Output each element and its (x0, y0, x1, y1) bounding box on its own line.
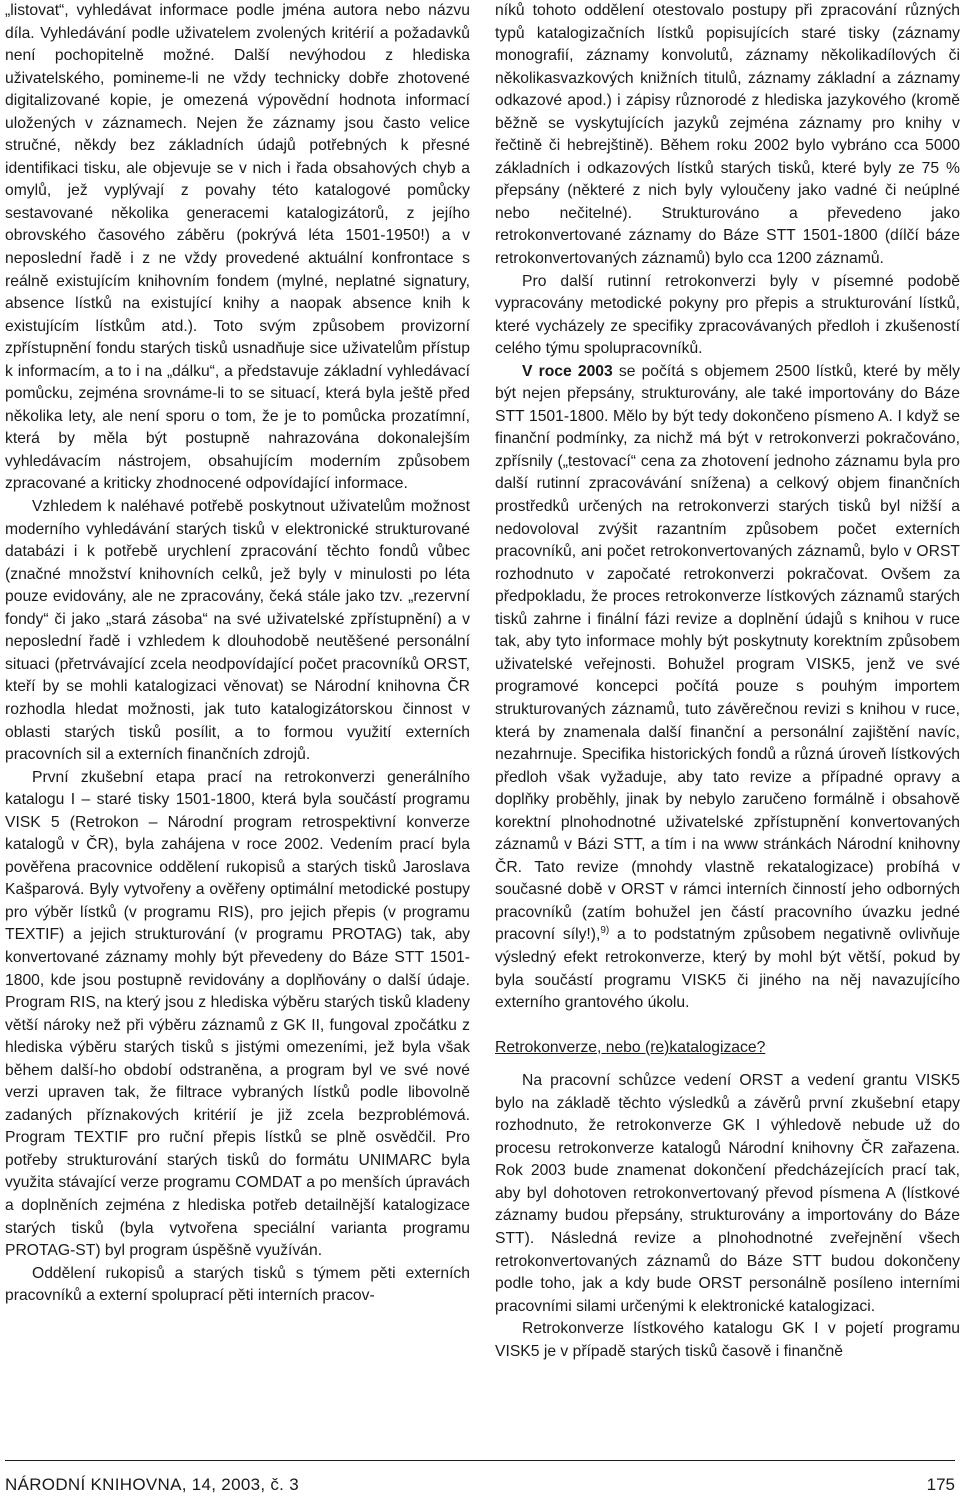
bold-phrase: V roce 2003 (522, 362, 613, 380)
paragraph: První zkušební etapa prací na retrokonverzi generálního katalogu I – staré tisky 1501-1800, která byla součástí programu VISK 5 (Retrokon – Národní program retrospektivní konverze katalogů v ČR), byla zahájena v roce 2002. Vedením prací byla pověřena pracovnice oddělení rukopisů a starých tisků Jaroslava Kašparová. Byly vytvořeny a ověřeny optimální metodické postupy pro výběr lístků (v programu RIS), pro jejich přepis (v programu TEXTIF) a jejich strukturování (v programu PROTAG) tak, aby konvertované záznamy mohly být převedeny do Báze STT 1501-1800, kde jsou postupně revidovány a doplňovány o další údaje. Program RIS, na který jsou z hlediska výběru starých tisků kladeny větší nároky než při výběru záznamů z GK II, fungoval zpočátku z hlediska výběru starých tisků s jistými omezeními, jež byla však během další-ho období odstraněna, a program byl ve své nové verzi upraven tak, že filtrace vybraných lístků podle libovolně zadaných příznakových kritérií je již zcela bezproblémová. Program TEXTIF pro ruční přepis lístků se plně osvědčil. Pro potřeby strukturování starých tisků do formátu UNIMARC byla využita stávající verze programu COMDAT a po menších úpravách a doplněních zejména z hlediska potřeb detailnější katalogizace starých tisků (byla vytvořena speciální varianta programu PROTAG-ST) byl program úspěšně využíván. (5, 768, 470, 1260)
paragraph-text: se počítá s objemem 2500 lístků, které by měly být nejen přepsány, strukturovány, ale také importovány do Báze STT 1501-1800. Mělo by být tedy dokončeno písmeno A. I když se finanční podmínky, za nichž má být v retrokonverzi pokračováno, zpřísnily („testovací“ cena za zhotovení jednoho záznamu byla pro další rutinní zpracovávání snížena) a celkový objem finančních prostředků určených na retrokonverzi starých tisků byl nižší a nedovoloval zvýšit razantním způsobem počet externích pracovníků, ani počet retrokonvertovaných záznamů, bylo v ORST rozhodnuto v započaté retrokonverzi pokračovat. Ovšem za předpokladu, že proces retrokonverze lístkových záznamů starých tisků zahrne i finální fázi revize a doplnění údajů s knihou v ruce tak, aby tyto informace mohly být poskytnuty korektním způsobem uživatelské veřejnosti. Bohužel program VISK5, jenž ve své programové koncepci počítá pouze s pouhým importem strukturovaných záznamů, tuto závěrečnou revizi s knihou v ruce, která by znamenala další finanční a personální zajištění navíc, nezahrnuje. Specifika historických fondů a různá úroveň lístkových předloh však vyžaduje, aby tato revize a případné opravy a doplňky proběhly, jinak by nebylo zaručeno formálně i obsahově korektní plnohodnotné uživatelské zpřístupnění konvertovaných záznamů v Bázi STT, a tím i na www stránkách Národní knihovny ČR. Tato revize (mnohdy vlastně rekatalogizace) probíhá v současné době v ORST v rámci interních činností jeho odborných pracovníků (zatím bohužel jen částí pracovního úvazku jedné pracovní síly!), (495, 362, 960, 944)
page-footer (5, 1470, 955, 1500)
journal-citation: NÁRODNÍ KNIHOVNA, 14, 2003, č. 3 (5, 1475, 299, 1494)
left-column (5, 0, 470, 1308)
footer-rule (5, 1460, 955, 1461)
right-column (495, 0, 960, 1363)
paragraph: Vzhledem k naléhavé potřebě poskytnout uživatelům možnost moderního vyhledávání starých tisků v elektronické strukturované databázi i k potřebě urychlení zpracování těchto fondů vůbec (značné množství knihovních celků, jež byly v minulosti po léta pouze evidovány, ale ne zpracovány, čeká stále jako tzv. „rezervní fondy“ či jako „stará zásoba“ na své uživatelské zpřístupnění) a v neposlední řadě i vzhledem k dlouhodobě neutěšené personální situaci (přetrvávající zcela neodpovídající počet pracovníků ORST, kteří by se mohli katalogizaci věnovat) se Národní knihovna ČR rozhodla hledat možnosti, jak tuto katalogizátorskou činnost v oblasti starých tisků posílit, a to formou využití externích pracovních sil a externích finančních zdrojů. (5, 498, 470, 764)
paragraph: níků tohoto oddělení otestovalo postupy při zpracování různých typů katalogizačních lístků popisujících staré tisky (záznamy monografií, záznamy konvolutů, záznamy několikadílových či několikasvazkových knižních titulů, záznamy základní a záznamy odkazové apod.) i zápisy různorodé z hlediska jazykového (kromě běžně se vyskytujících jazyků zejména záznamy pro knihy v řečtině či hebrejštině). Během roku 2002 bylo vybráno cca 5000 základních i odkazových lístků starých tisků, které byly ze 75 % přepsány (některé z nich byly vyloučeny jako vadné či neúplné nebo nečitelné). Strukturováno a převedeno jako retrokonvertované záznamy do Báze STT 1501-1800 (dílčí báze retrokonvertovaných záznamů) bylo cca 1200 záznamů. (495, 2, 960, 268)
paragraph: Na pracovní schůzce vedení ORST a vedení grantu VISK5 bylo na základě těchto výsledků a závěrů první zkušební etapy rozhodnuto, že retrokonverze GK I výhledově nebude už do procesu retrokonverze katalogů Národní knihovny ČR zařazena. Rok 2003 bude znamenat dokončení předcházejících prací tak, aby byl dohotoven retrokonvertovaný převod písmena A (lístkové záznamy budou přepsány, strukturovány a importovány do Báze STT). Následná revize a plnohodnotné zveřejnění všech retrokonvertovaných záznamů do Báze STT budou dokončeny podle toho, jak a kdy bude ORST personálně posíleno interními pracovními silami určenými k elektronické katalogizaci. (495, 1072, 960, 1315)
paragraph: Oddělení rukopisů a starých tisků s týmem pěti externích pracovníků a externí spoluprací pěti interních pracov- (5, 1264, 470, 1305)
paragraph: „listovat“, vyhledávat informace podle jména autora nebo názvu díla. Vyhledávání podle uživatelem zvolených kritérií a požadavků není pochopitelně možné. Další nevýhodou z hlediska uživatelského, pomineme-li ne vždy technicky dobře zhotovené digitalizované kopie, je omezená výpovědní hodnota informací uložených v záznamech. Nejen že záznamy jsou často velice stručné, někdy bez základních údajů potřebných k přesné identifikaci tisku, ale objevuje se v nich i řada obsahových chyb a omylů, jež vyplývají z povahy této katalogové pomůcky sestavované několika generacemi katalogizátorů, z jejího obrovského časového záběru (pokrývá léta 1501-1950!) a v neposlední řadě i z ne vždy provedené aktuální konfrontace s reálně existujícím knihovním fondem (mylné, neplatné signatury, absence lístků na existující knihy a naopak absence knih k existujícím lístkům atd.). Toto svým způsobem provizorní zpřístupnění fondu starých tisků usnadňuje sice uživatelům přístup k informacím, a to i na „dálku“, a představuje základní vyhledávací pomůcku, zejména srovnáme-li to se situací, která byla ještě před několika lety, ale není sporu o tom, že je to pomůcka prozatímní, která by měla být postupně nahrazována dokonalejším vyhledávacím nástrojem, obsahujícím moderním způsobem zpracované a kriticky zhodnocené odpovídající informace. (5, 2, 470, 493)
paragraph (495, 361, 960, 1015)
paragraph: Retrokonverze lístkového katalogu GK I v pojetí programu VISK5 je v případě starých tisků časově i finančně (495, 1320, 960, 1360)
page-number: 175 (926, 1475, 955, 1494)
footnote-marker: 9) (600, 925, 610, 937)
paragraph: Pro další rutinní retrokonverzi byly v písemné podobě vypracovány metodické pokyny pro přepis a strukturování lístků, které vycházely ze specifiky zpracovávaných předloh i zkušeností celého týmu spolupracovníků. (495, 272, 960, 358)
paragraph-text: a to podstatným způsobem negativně ovlivňuje výsledný efekt retrokonverze, který by mohl být větší, pokud by byla součástí programu VISK5 či jiného na něj navazujícího externího grantového úkolu. (495, 926, 960, 1012)
section-heading: Retrokonverze, nebo (re)katalogizace? (495, 1038, 766, 1056)
